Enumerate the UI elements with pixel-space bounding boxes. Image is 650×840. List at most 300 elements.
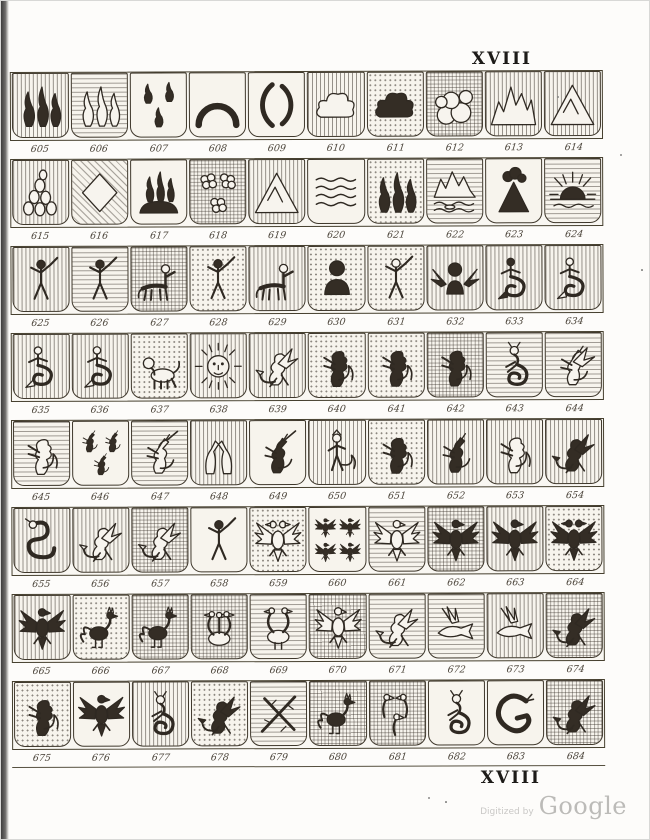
shield-cell xyxy=(367,420,426,487)
shield-666 xyxy=(73,595,130,660)
dragon-icon xyxy=(550,684,599,740)
figure-number: 649 xyxy=(268,491,288,503)
shield-642 xyxy=(426,332,483,397)
shield-628 xyxy=(190,246,247,311)
figure-number: 637 xyxy=(149,404,169,416)
shield-cell xyxy=(129,159,188,226)
figure-number: 625 xyxy=(30,317,51,329)
shield-cell xyxy=(543,158,602,225)
wingedbust-icon xyxy=(430,250,479,306)
shield-644 xyxy=(545,332,602,397)
shield-row-8 xyxy=(12,679,605,750)
figure-number: 678 xyxy=(209,752,230,764)
shield-cell xyxy=(11,247,70,314)
dragon-icon xyxy=(195,686,244,742)
shield-cell xyxy=(308,681,367,748)
shield-cell xyxy=(12,334,71,401)
shield-cell xyxy=(306,72,365,139)
figure-number: 648 xyxy=(209,491,229,503)
flames-icon xyxy=(75,77,124,133)
number-row-4 xyxy=(11,400,604,420)
figure-number: 653 xyxy=(505,490,526,502)
shield-664 xyxy=(545,506,602,571)
shield-cell xyxy=(366,333,425,400)
figure-number: 659 xyxy=(268,578,289,590)
bird-icon xyxy=(313,685,362,741)
shield-623 xyxy=(485,158,542,223)
shield-660 xyxy=(309,507,366,572)
shield-612 xyxy=(425,71,482,136)
number-row-5 xyxy=(11,487,604,507)
shield-cell xyxy=(190,681,249,748)
shield-cell xyxy=(365,72,424,139)
shield-cell xyxy=(189,420,248,487)
google-logo: Google xyxy=(538,792,627,820)
figure-number: 663 xyxy=(505,577,526,589)
ink-speck xyxy=(557,96,559,98)
dragon-icon xyxy=(76,512,125,568)
bird-icon xyxy=(77,599,126,655)
figure-number: 643 xyxy=(505,403,525,415)
plate-number-top: XVIII xyxy=(471,49,532,69)
arcs-icon xyxy=(252,77,301,133)
shield-cell xyxy=(11,73,70,140)
shield-617 xyxy=(130,159,187,224)
shield-608 xyxy=(189,72,246,137)
shield-663 xyxy=(486,506,543,571)
deagle-icon xyxy=(549,510,598,566)
shield-635 xyxy=(13,334,70,399)
shield-cell xyxy=(307,333,366,400)
shield-669 xyxy=(250,594,307,659)
figure-number: 641 xyxy=(386,403,407,415)
ink-speck xyxy=(641,269,643,271)
figure-number: 675 xyxy=(32,752,52,764)
dragon-icon xyxy=(136,512,185,568)
figure-number: 672 xyxy=(446,664,467,676)
shield-607 xyxy=(130,72,187,137)
shield-678 xyxy=(191,681,248,746)
figure-number: 647 xyxy=(149,491,170,503)
shield-681 xyxy=(368,681,425,746)
lion-icon xyxy=(430,337,479,393)
shield-cell xyxy=(190,507,249,574)
plate-grid xyxy=(10,70,605,768)
shield-cell xyxy=(249,507,308,574)
shield-624 xyxy=(544,158,601,223)
shield-cell xyxy=(13,595,72,662)
sunface-icon xyxy=(194,338,243,394)
figure-number: 654 xyxy=(564,490,585,502)
flames-icon xyxy=(371,163,420,219)
shield-cell xyxy=(308,594,367,661)
figure-number: 679 xyxy=(269,752,289,764)
figure-number: 650 xyxy=(327,490,348,502)
shield-cell xyxy=(249,594,308,661)
peaks-icon xyxy=(489,76,538,132)
number-row-3 xyxy=(11,313,604,333)
shield-668 xyxy=(191,594,248,659)
figure-number: 633 xyxy=(505,316,525,328)
swan3-icon xyxy=(195,599,244,655)
shield-649 xyxy=(249,420,306,485)
shield-662 xyxy=(427,506,484,571)
shield-cell xyxy=(249,681,308,748)
figure-number: 673 xyxy=(506,664,526,676)
shield-673 xyxy=(486,593,543,658)
shield-cell xyxy=(366,159,425,226)
human-icon xyxy=(16,251,65,307)
shield-cell xyxy=(307,246,366,313)
shield-667 xyxy=(132,594,189,659)
shield-cell xyxy=(426,593,485,660)
mermaid-icon xyxy=(76,338,125,394)
shield-cell xyxy=(11,160,70,227)
shield-616 xyxy=(71,160,128,225)
ink-speck xyxy=(620,154,622,156)
wfish-icon xyxy=(431,598,480,654)
dragon-icon xyxy=(372,598,421,654)
shield-cell xyxy=(71,421,130,488)
figure-number: 658 xyxy=(209,578,229,590)
pegasus-icon xyxy=(549,336,598,392)
shield-625 xyxy=(12,247,69,312)
shield-cell xyxy=(485,419,544,486)
shield-606 xyxy=(71,73,128,138)
human-icon xyxy=(76,251,125,307)
shield-655 xyxy=(13,508,70,573)
number-row-8 xyxy=(12,748,605,768)
shield-cell xyxy=(426,419,485,486)
shield-646 xyxy=(72,421,129,486)
shield-row-7 xyxy=(12,592,605,663)
centaur-icon xyxy=(135,251,184,307)
mermaid-icon xyxy=(17,338,66,394)
shield-cell xyxy=(425,245,484,312)
foals-icon xyxy=(76,425,125,481)
shield-631 xyxy=(367,246,424,311)
figure-number: 655 xyxy=(31,578,52,590)
figure-number: 606 xyxy=(89,143,109,155)
figure-number: 639 xyxy=(268,404,288,416)
shield-cell xyxy=(485,506,544,573)
shield-cell xyxy=(71,508,130,575)
mountain-icon xyxy=(548,75,597,131)
monkey-icon xyxy=(313,424,362,480)
shield-cell xyxy=(426,506,485,573)
figure-number: 616 xyxy=(89,230,110,242)
shield-672 xyxy=(427,593,484,658)
number-row-2 xyxy=(10,226,603,246)
shield-cell xyxy=(366,246,425,313)
shield-cell xyxy=(131,594,190,661)
birdheads-icon xyxy=(373,685,422,741)
waves-icon xyxy=(312,163,361,219)
horse-icon xyxy=(431,424,480,480)
figure-number: 660 xyxy=(328,577,348,589)
dragon-icon xyxy=(549,423,598,479)
figure-number: 605 xyxy=(30,143,50,155)
shield-cell xyxy=(485,593,544,660)
shield-cell xyxy=(247,72,306,139)
bird-icon xyxy=(136,599,185,655)
shield-634 xyxy=(544,245,601,310)
shield-cell xyxy=(308,507,367,574)
shield-659 xyxy=(250,507,307,572)
shield-680 xyxy=(309,681,366,746)
figure-number: 619 xyxy=(267,230,287,242)
shield-609 xyxy=(248,72,305,137)
shield-cell xyxy=(130,246,189,313)
figure-number: 632 xyxy=(445,316,466,328)
shield-row-2 xyxy=(10,157,603,228)
figure-number: 618 xyxy=(208,230,228,242)
human-icon xyxy=(195,512,244,568)
stones-icon xyxy=(16,164,65,220)
sunset-icon xyxy=(548,162,597,218)
eagle-icon xyxy=(431,511,480,567)
shield-627 xyxy=(131,246,188,311)
shield-cell xyxy=(544,419,603,486)
figure-number: 670 xyxy=(328,664,348,676)
shield-row-4 xyxy=(11,331,604,402)
shield-650 xyxy=(308,420,365,485)
shield-cell xyxy=(188,72,247,139)
mermaid-icon xyxy=(489,250,538,306)
ink-speck xyxy=(428,797,430,799)
figure-number: 636 xyxy=(90,404,110,416)
shield-613 xyxy=(485,71,542,136)
shield-653 xyxy=(486,419,543,484)
shield-639 xyxy=(249,333,306,398)
shield-cell xyxy=(484,332,543,399)
lion-icon xyxy=(312,337,361,393)
figure-number: 627 xyxy=(149,317,169,329)
stonegroups-icon xyxy=(193,164,242,220)
figure-number: 630 xyxy=(327,316,347,328)
shield-657 xyxy=(131,507,188,572)
human-icon xyxy=(194,251,243,307)
shield-cell xyxy=(425,332,484,399)
shield-645 xyxy=(13,421,70,486)
shield-cell xyxy=(248,420,307,487)
shield-658 xyxy=(191,507,248,572)
shield-637 xyxy=(131,333,188,398)
plate-number-bottom: XVIII xyxy=(480,768,541,788)
watermark-prefix: Digitized by xyxy=(480,807,534,817)
figure-number: 646 xyxy=(90,491,111,503)
unicorn-icon xyxy=(135,425,184,481)
eagle-icon xyxy=(313,598,362,654)
shield-682 xyxy=(428,680,485,745)
shield-684 xyxy=(546,680,603,745)
shield-630 xyxy=(308,246,365,311)
seahorse-icon xyxy=(432,685,481,741)
figure-number: 642 xyxy=(446,403,466,415)
branches-icon xyxy=(254,686,303,742)
figure-number: 661 xyxy=(387,577,407,589)
figure-number: 671 xyxy=(387,664,408,676)
iceberg-icon xyxy=(430,163,479,219)
cloud-icon xyxy=(370,76,419,132)
shield-row-6 xyxy=(11,505,604,576)
shield-674 xyxy=(545,593,602,658)
figure-number: 635 xyxy=(30,404,51,416)
shield-679 xyxy=(250,681,307,746)
shield-cell xyxy=(544,332,603,399)
figure-number: 644 xyxy=(564,403,585,415)
figure-number: 684 xyxy=(565,751,586,763)
shield-cell xyxy=(130,507,189,574)
figure-number: 612 xyxy=(445,142,465,154)
figure-number: 607 xyxy=(148,143,169,155)
shield-cell xyxy=(70,247,129,314)
figure-number: 628 xyxy=(208,317,228,329)
shield-cell xyxy=(189,246,248,313)
figure-number: 622 xyxy=(445,229,465,241)
shield-661 xyxy=(368,507,425,572)
fireballs-icon xyxy=(134,77,183,133)
figure-number: 621 xyxy=(386,229,406,241)
shield-632 xyxy=(426,245,483,310)
figure-number: 680 xyxy=(328,751,349,763)
shield-cell xyxy=(424,71,483,138)
shield-683 xyxy=(487,680,544,745)
shield-cell xyxy=(543,245,602,312)
eagle-icon xyxy=(372,511,421,567)
figure-number: 668 xyxy=(209,665,230,677)
figure-number: 667 xyxy=(150,665,170,677)
shield-cell xyxy=(486,680,545,747)
shield-626 xyxy=(71,247,128,312)
shield-656 xyxy=(72,508,129,573)
shield-cell xyxy=(188,159,247,226)
figure-number: 631 xyxy=(386,316,406,328)
deagle-icon xyxy=(254,512,303,568)
shield-cell xyxy=(425,158,484,225)
shield-610 xyxy=(307,72,364,137)
lozenge-icon xyxy=(75,164,124,220)
figure-number: 623 xyxy=(504,229,525,241)
shield-cell xyxy=(71,334,130,401)
cloud-icon xyxy=(311,76,360,132)
eagle-icon xyxy=(18,599,67,655)
flames-icon xyxy=(16,77,65,133)
shield-cell xyxy=(484,245,543,312)
shield-cell xyxy=(484,158,543,225)
google-watermark xyxy=(480,792,627,820)
mountain-icon xyxy=(253,164,302,220)
shield-cell xyxy=(190,594,249,661)
shield-615 xyxy=(12,160,69,225)
shield-cell xyxy=(130,420,189,487)
figure-number: 610 xyxy=(326,142,346,154)
eagle-icon xyxy=(77,686,126,742)
lion-icon xyxy=(490,424,539,480)
rainbow-icon xyxy=(193,77,242,133)
shield-675 xyxy=(14,682,71,747)
shield-cell xyxy=(307,159,366,226)
shield-643 xyxy=(485,332,542,397)
figure-number: 629 xyxy=(267,317,288,329)
seahorse-icon xyxy=(490,337,539,393)
shield-cell xyxy=(13,682,72,749)
serpentG-icon xyxy=(491,685,540,741)
serpent-icon xyxy=(17,512,66,568)
number-row-7 xyxy=(12,661,605,681)
figure-number: 634 xyxy=(564,316,584,328)
shield-605 xyxy=(12,73,69,138)
shield-677 xyxy=(132,681,189,746)
figure-number: 652 xyxy=(446,490,466,502)
shield-671 xyxy=(368,594,425,659)
shield-641 xyxy=(367,333,424,398)
figure-number: 674 xyxy=(565,664,585,676)
eaglets-icon xyxy=(313,511,362,567)
lion-icon xyxy=(18,686,67,742)
shield-cell xyxy=(307,420,366,487)
sphinx-icon xyxy=(135,338,184,394)
figure-number: 662 xyxy=(446,577,467,589)
shield-cell xyxy=(484,71,543,138)
shield-648 xyxy=(190,420,247,485)
shield-cell xyxy=(545,680,604,747)
shield-cell xyxy=(70,73,129,140)
human-icon xyxy=(371,250,420,306)
shield-629 xyxy=(249,246,306,311)
shield-cell xyxy=(543,71,602,138)
figure-number: 683 xyxy=(506,751,526,763)
figure-number: 611 xyxy=(385,142,406,154)
figure-number: 638 xyxy=(208,404,229,416)
figure-number: 609 xyxy=(267,143,287,155)
figure-number: 677 xyxy=(150,752,171,764)
shield-cell xyxy=(248,246,307,313)
figure-number: 614 xyxy=(563,142,584,154)
shield-651 xyxy=(368,420,425,485)
shield-cell xyxy=(12,421,71,488)
shield-cell xyxy=(367,681,426,748)
bust-icon xyxy=(312,250,361,306)
shield-638 xyxy=(190,333,247,398)
figure-number: 657 xyxy=(150,578,170,590)
scan-gutter-shadow xyxy=(1,1,9,839)
figure-number: 666 xyxy=(91,665,111,677)
shield-633 xyxy=(485,245,542,310)
ink-speck xyxy=(445,801,447,803)
shield-cell xyxy=(247,159,306,226)
shield-647 xyxy=(131,420,188,485)
shield-cell xyxy=(130,333,189,400)
shield-cell xyxy=(367,594,426,661)
figure-number: 608 xyxy=(207,143,228,155)
shield-670 xyxy=(309,594,366,659)
shield-cell xyxy=(12,508,71,575)
shield-cell xyxy=(72,682,131,749)
dragon-icon xyxy=(550,597,599,653)
figure-number: 626 xyxy=(89,317,110,329)
shield-cell xyxy=(544,506,603,573)
shield-620 xyxy=(308,159,365,224)
figure-number: 681 xyxy=(387,751,408,763)
centaur-icon xyxy=(253,251,302,307)
swan2-icon xyxy=(254,599,303,655)
figure-number: 676 xyxy=(91,752,111,764)
wfish-icon xyxy=(490,598,539,654)
shield-640 xyxy=(308,333,365,398)
figure-number: 656 xyxy=(90,578,111,590)
figure-number: 665 xyxy=(31,665,52,677)
